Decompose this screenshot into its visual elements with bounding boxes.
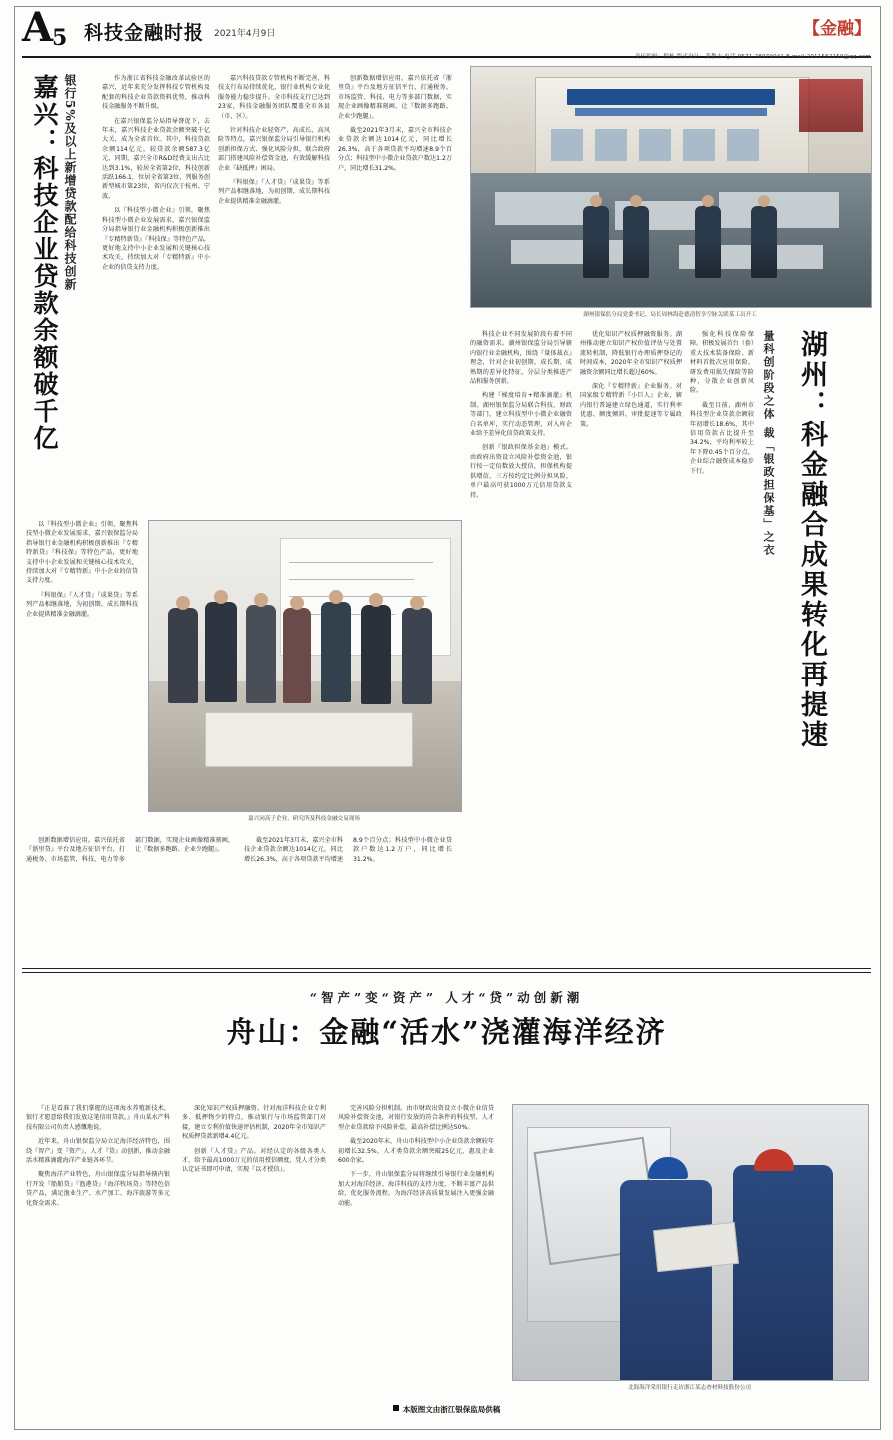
photo-person-head	[758, 195, 770, 207]
huzhou-col-2	[580, 330, 682, 920]
paragraph: 以『科技型小微企业』引领，聚焦科技型小微企业发展需求，嘉兴银保监分局指导银行业金融机构积极创新推出『专精特新贷』『科技保』等特色产品，更好地支持中小企业发展和关键核心技术攻关，持续加大对『专精特新』中小企业的信贷支持力度。	[26, 521, 138, 585]
photo-person-head	[290, 596, 304, 610]
photo-person-head	[254, 593, 268, 607]
photo-caption-3: 北海海洋采用银行走访浙江某志查材料技股份公司	[627, 1385, 752, 1391]
paragraph: 嘉兴科技贷款专管机构不断完善，科技支行布局持续优化，银行业机构专业化服务能力稳步提升。全市科技支行已达到23家，科技金融服务团队覆盖全市各县（市、区）。	[218, 75, 330, 120]
photo-caption-1: 湖州银保监分局党委书记、局长周林海赴德清智享空脉关联某工员开工	[583, 312, 757, 318]
photo-person-head	[630, 195, 642, 207]
paragraph: 完善风险分担机制。由市财政出资设立小微企业信贷风险补偿资金池，对银行发放的符合条件的科技型、人才型企业贷款给予风险补偿，最高补偿比例达50%。	[338, 1105, 494, 1131]
jiaxing-col-3	[338, 74, 452, 494]
huzhou-subhead: 量科创阶段之体 裁「银政担保基」之衣	[762, 330, 775, 557]
photo-caption-2: 嘉兴同高子企业、研究所及科技金融交易现场	[248, 816, 360, 822]
paragraph: 截至目前，湖州市科技型企业贷款余额较年初增长18.6%，其中信用贷款占比提升至34.2%，平均利率较上年下降0.45个百分点，企业综合融资成本稳步下行。	[690, 401, 754, 475]
paragraph: 科技企业不同发展阶段有着不同的融资需求。湖州银保监分局引导辖内银行业金融机构，围绕『量体裁衣』理念，针对企业初创期、成长期、成熟期的差异化特征，分层分类推进产品和服务创新。	[470, 331, 572, 386]
jiaxing-col-5	[26, 836, 452, 956]
footer-square-icon	[393, 1405, 399, 1411]
zhoushan-kicker: “智产”变“资产” 人才“贷”动创新潮	[309, 990, 584, 1005]
paper-name: 科技金融时报	[84, 22, 205, 44]
page-footer	[0, 1404, 893, 1415]
photo-person	[168, 608, 198, 703]
paragraph: 创新『人才贷』产品。对经认定的各级各类人才，给予最高1000万元的信用授信额度，凭人才分类认定证书即可申请，实现『以才授信』。	[182, 1147, 326, 1174]
photo-person	[623, 206, 649, 278]
paragraph: 针对科技企业轻资产、高成长、高风险等特点，嘉兴银保监分局引导银行机构创新担保方式、强化风险分担，联合政府部门搭建风险补偿资金池，有效缓解科技企业『缺抵押』困局。	[218, 127, 330, 172]
photo-person-head	[369, 593, 383, 607]
paragraph: 优化知识产权质押融资服务。湖州推动建立知识产权价值评估与处置流转机制，降低银行办理质押登记的时间成本，2020年全市知识产权质押融资余额同比增长超过60%。	[580, 331, 682, 376]
zhoushan-col-1	[26, 1104, 170, 1394]
jiaxing-col-4	[26, 520, 138, 820]
photo-banner	[799, 79, 863, 132]
photo-person-head	[176, 596, 190, 610]
photo-factory-exhibition	[470, 66, 872, 308]
photo-window	[639, 129, 671, 160]
photo-person	[361, 605, 391, 704]
photo-person	[246, 605, 276, 703]
photo-person-head	[214, 590, 228, 604]
paragraph: 深化『专精特新』企业服务。对国家级专精特新『小巨人』企业，辖内银行普遍建立绿色通道，实行利率优惠、额度倾斜、审批提速等专属政策。	[580, 383, 682, 428]
paragraph: 截至2020年末，舟山市科技型中小企业贷款余额较年初增长32.5%，人才类贷款余额突破25亿元，惠及企业600余家。	[338, 1138, 494, 1165]
paragraph: 『科银保』『人才贷』『成果贷』等系列产品相继落地，为初创期、成长期科技企业提供精准金融滴灌。	[26, 591, 138, 618]
photo-person-head	[410, 596, 424, 610]
photo-window	[595, 129, 627, 160]
photo-person	[402, 608, 432, 704]
huzhou-col-3	[690, 330, 754, 920]
paragraph: 创新『银政担保基金池』模式。由政府出资设立风险补偿资金池，银行按一定倍数放大授信，担保机构提供增信，三方按约定比例分担风险，单户最高可获1000万元信用贷款支持。	[470, 444, 572, 499]
paragraph: 强化科技保险保障。积极发展首台（套）重大技术装备保险、新材料首批次应用保险、研发费用损失保险等险种，分散企业创新风险。	[690, 331, 754, 395]
zhoushan-headline: 舟山：金融“活水”浇灌海洋经济	[226, 1015, 667, 1049]
photo-person-head	[329, 590, 343, 604]
photo-person-head	[590, 195, 602, 207]
zhoushan-col-3	[338, 1104, 494, 1394]
paragraph: 作为浙江省科技金融改革试验区的嘉兴，近年来充分发挥科技专管机构及配套的科技企业贷款资料优势，推动科技金融服务不断升级。	[102, 75, 210, 111]
jiaxing-subhead: 银行5%及以上新增贷款配给科技创新	[63, 74, 77, 291]
paragraph: 『正是看准了我们掌握的这项海水养殖新技术，银行才愿意给我们发放这笔信用贷款。』舟山某水产科技有限公司负责人感慨地说。	[26, 1105, 170, 1131]
paragraph: 下一步，舟山银保监分局将继续引导银行业金融机构加大对海洋经济、海洋科技的支持力度，不断丰富产品供给，优化服务流程，为海洋经济高质量发展注入更强金融动能。	[338, 1171, 494, 1207]
page-folio	[22, 4, 67, 58]
paragraph: 创新数据增信应用。嘉兴依托省『浙里贷』平台及地方征信平台，打通税务、市场监管、科技、电力等多部门数据，实现企业画像精准刻画，让『数据多跑路、企业少跑腿』。	[26, 837, 234, 863]
paragraph: 近年来，舟山银保监分局立足海洋经济特色，围绕『智产』变『资产』、人才『贷』动创新，推动金融活水精准滴灌海洋产业链各环节。	[26, 1138, 170, 1165]
photo-person	[751, 206, 777, 278]
paragraph: 以『科技型小微企业』引领，聚焦科技型小微企业发展需求，嘉兴银保监分局指导银行业金融机构积极创新推出『专精特新贷』『科技保』等特色产品，更好地支持中小企业发展和关键核心技术攻关，持续加大对『专精特新』中小企业的信贷支持力度。	[102, 207, 210, 271]
photo-document	[653, 1222, 739, 1272]
photo-company-subsign	[575, 108, 767, 116]
paragraph: 聚焦海洋产业特色，舟山银保监分局指导辖内银行开发『船舶贷』『渔港贷』『海洋牧场贷』等特色信贷产品，满足渔业生产、水产加工、海洋旅游等多元化资金需求。	[26, 1171, 170, 1207]
photo-board-line	[289, 562, 433, 563]
huzhou-col-1	[470, 330, 572, 920]
photo-meeting-visit	[148, 520, 462, 812]
photo-person-head	[702, 195, 714, 207]
photo-window	[727, 129, 759, 160]
issue-date: 2021年4月9日	[214, 29, 276, 39]
paragraph: 截至2021年3月末，嘉兴全市科技企业贷款余额达1014亿元，同比增长26.3%，高于各项贷款平均增速8.9个百分点；科技型中小微企业贷款户数达1.2万户，同比增长31.2%。	[338, 127, 452, 172]
paragraph: 构建『梯度培育+精准滴灌』机制。湖州银保监分局联合科技、财政等部门，建立科技型中小微企业融资白名单库，实行动态管理，对入库企业给予差异化信贷政策支持。	[470, 392, 572, 438]
photo-person	[583, 206, 609, 278]
photo-workers-inspection	[512, 1104, 869, 1381]
jiaxing-col-2	[218, 74, 330, 494]
photo-table	[205, 712, 413, 766]
photo-window	[551, 129, 583, 160]
photo-person	[283, 608, 311, 703]
paragraph: 创新数据增信应用。嘉兴依托省『浙里贷』平台及地方征信平台，打通税务、市场监管、科技、电力等多部门数据，实现企业画像精准刻画，让『数据多跑路、企业少跑腿』。	[338, 75, 452, 120]
section-badge: 【金融】	[803, 19, 871, 39]
photo-board-line	[289, 596, 426, 597]
jiaxing-col-1	[102, 74, 210, 494]
folio-number: 5	[52, 25, 67, 51]
folio-letter: A	[22, 4, 53, 51]
photo-worker-left	[620, 1180, 712, 1380]
credit-line: 责任编辑：程栋 版式设计：黄教丰 电话 0571-28979041 E-mail:2011562150@qq.com	[634, 54, 871, 60]
photo-company-sign	[567, 89, 775, 106]
huzhou-headline: 湖州：科金融合成果转化再提速	[796, 330, 827, 750]
paragraph: 在嘉兴银保监分局指导督促下，去年末，嘉兴科技企业贷款余额突破千亿大关，成为全省首位。其中，科技贷款余额114亿元，较贷款余额587.3亿元，同期，嘉兴全市R&D经费支出占比达到3.1%，较居全省第2位，科技创新活跃166.1，位居全省第3位，列服务创新型城市第23位，省内仅次于杭州、宁波。	[102, 117, 210, 200]
paragraph: 『科银保』『人才贷』『成果贷』等系列产品相继落地，为初创期、成长期科技企业提供精准金融滴灌。	[218, 179, 330, 205]
footer-text: 本版图文由浙江银保监局供稿	[402, 1405, 501, 1414]
photo-person	[321, 602, 351, 702]
photo-model-block	[719, 192, 839, 228]
photo-person	[205, 602, 237, 702]
jiaxing-headline: 嘉兴：科技企业贷款余额破千亿	[30, 74, 59, 452]
paragraph: 深化知识产权质押融资。针对海洋科技企业专利多、抵押物少的特点，推动银行与市场监管部门对接，建立专利价值快速评估机制，2020年全市知识产权质押贷款新增4.4亿元。	[182, 1105, 326, 1141]
photo-window	[683, 129, 715, 160]
section-divider	[22, 968, 871, 973]
photo-person	[695, 206, 721, 278]
paragraph: 截至2021年3月末，嘉兴全市科技企业贷款余额达1014亿元，同比增长26.3%，高于各项贷款平均增速8.9个百分点；科技型中小微企业贷款户数达1.2万户，同比增长31.2%。	[244, 837, 452, 863]
masthead	[22, 4, 871, 60]
photo-board-line	[289, 579, 414, 580]
photo-worker-right	[733, 1165, 833, 1380]
zhoushan-col-2	[182, 1104, 326, 1394]
